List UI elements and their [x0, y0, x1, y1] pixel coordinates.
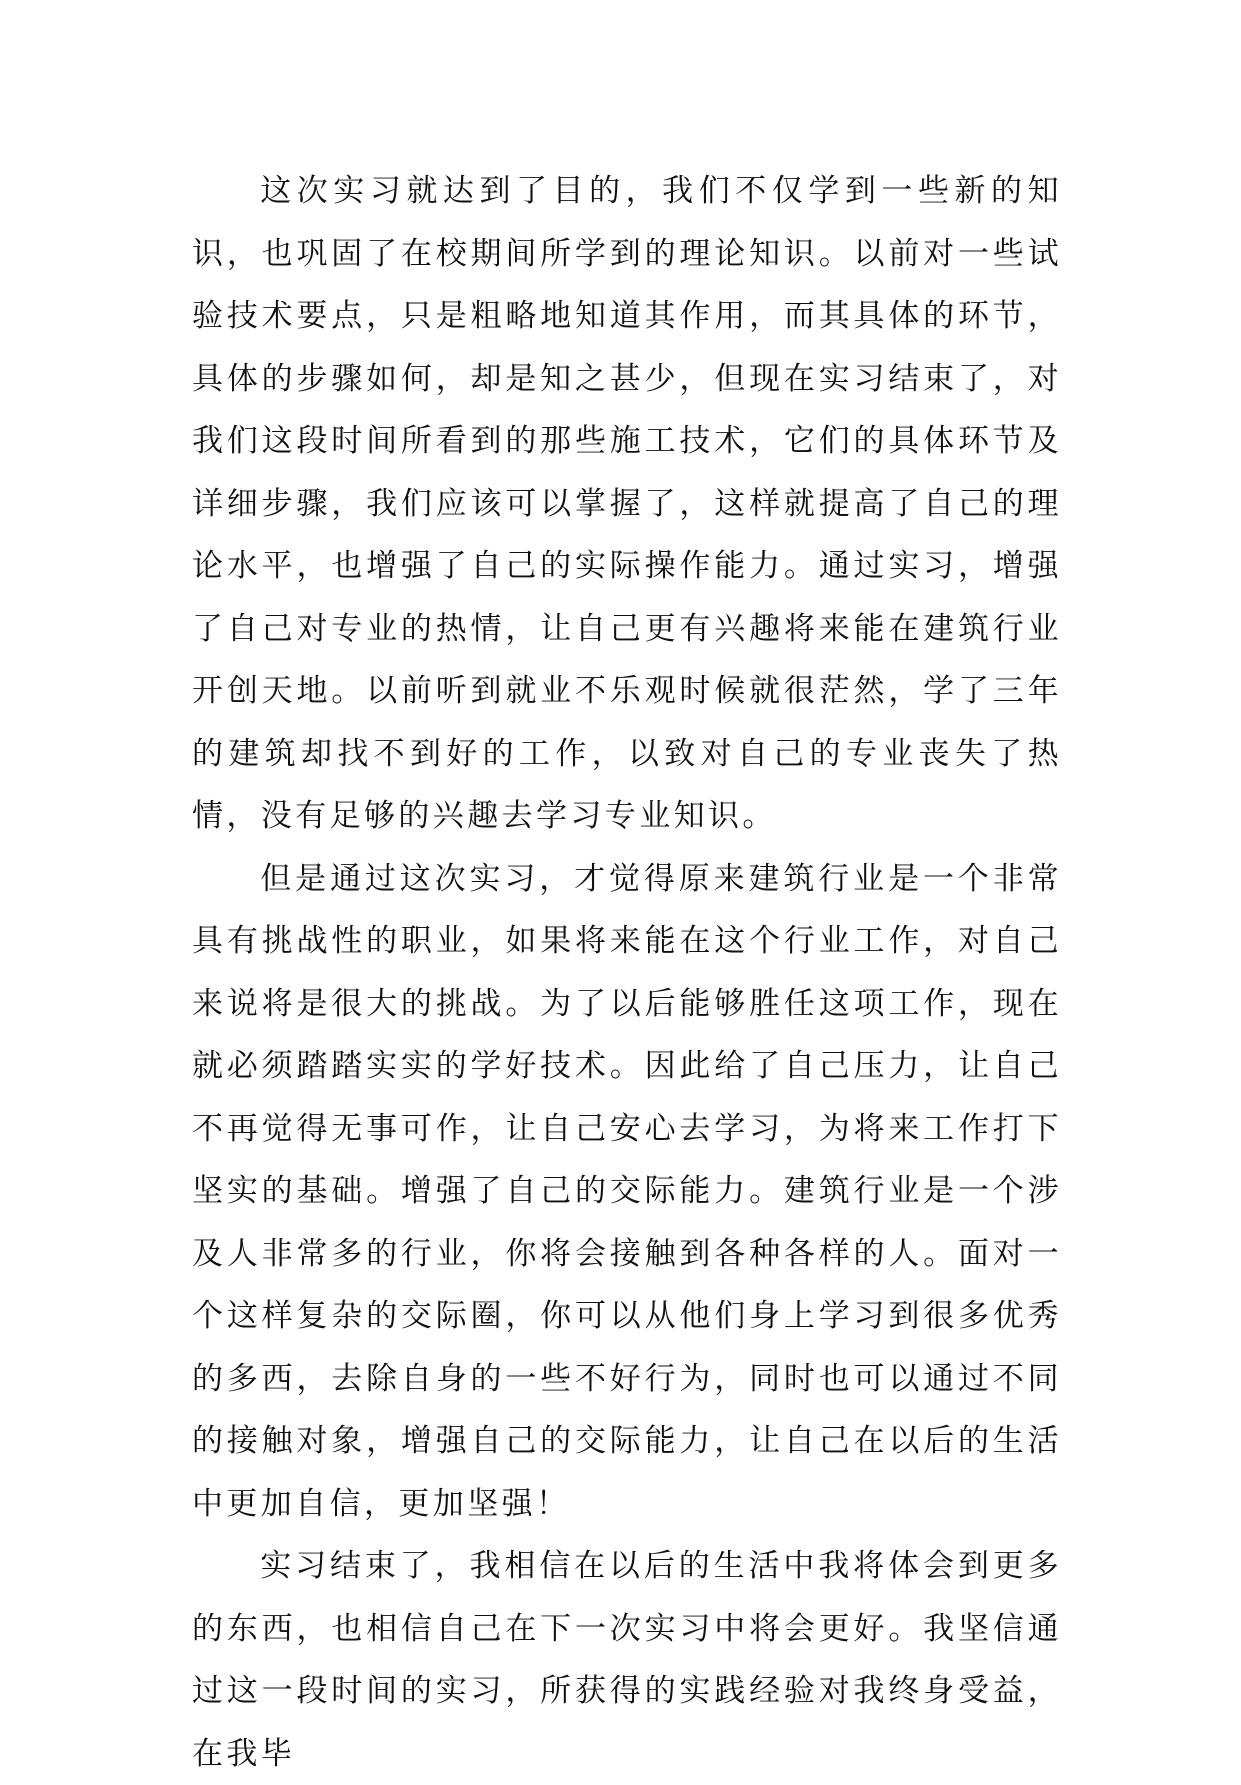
paragraph: 但是通过这次实习，才觉得原来建筑行业是一个非常具有挑战性的职业，如果将来能在这个行业工作，对自己来说将是很大的挑战。为了以后能够胜任这项工作，现在就必须踏踏实实的学好技术。因此给了自己压力，让自己不再觉得无事可作，让自己安心去学习，为将来工作打下坚实的基础。增强了自己的交际能力。建筑行业是一个涉及人非常多的行业，你将会接触到各种各样的人。面对一个这样复杂的交际圈，你可以从他们身上学习到很多优秀的多西，去除自身的一些不好行为，同时也可以通过不同的接触对象，增强自己的交际能力，让自己在以后的生活中更加自信，更加坚强！ [192, 860, 1062, 1522]
paragraph: 这次实习就达到了目的，我们不仅学到一些新的知识，也巩固了在校期间所学到的理论知识。以前对一些试验技术要点，只是粗略地知道其作用，而其具体的环节，具体的步骤如何，却是知之甚少，但现在实习结束了，对我们这段时间所看到的那些施工技术，它们的具体环节及详细步骤，我们应该可以掌握了，这样就提高了自己的理论水平，也增强了自己的实际操作能力。通过实习，增强了自己对专业的热情，让自己更有兴趣将来能在建筑行业开创天地。以前听到就业不乐观时候就很茫然，学了三年的建筑却找不到好的工作，以致对自己的专业丧失了热情，没有足够的兴趣去学习专业知识。 [192, 173, 1062, 834]
paragraph: 实习结束了，我相信在以后的生活中我将体会到更多的东西，也相信自己在下一次实习中将会更好。我坚信通过这一段时间的实习，所获得的实践经验对我终身受益，在我毕 [192, 1548, 1062, 1772]
document-body [192, 160, 1062, 1785]
